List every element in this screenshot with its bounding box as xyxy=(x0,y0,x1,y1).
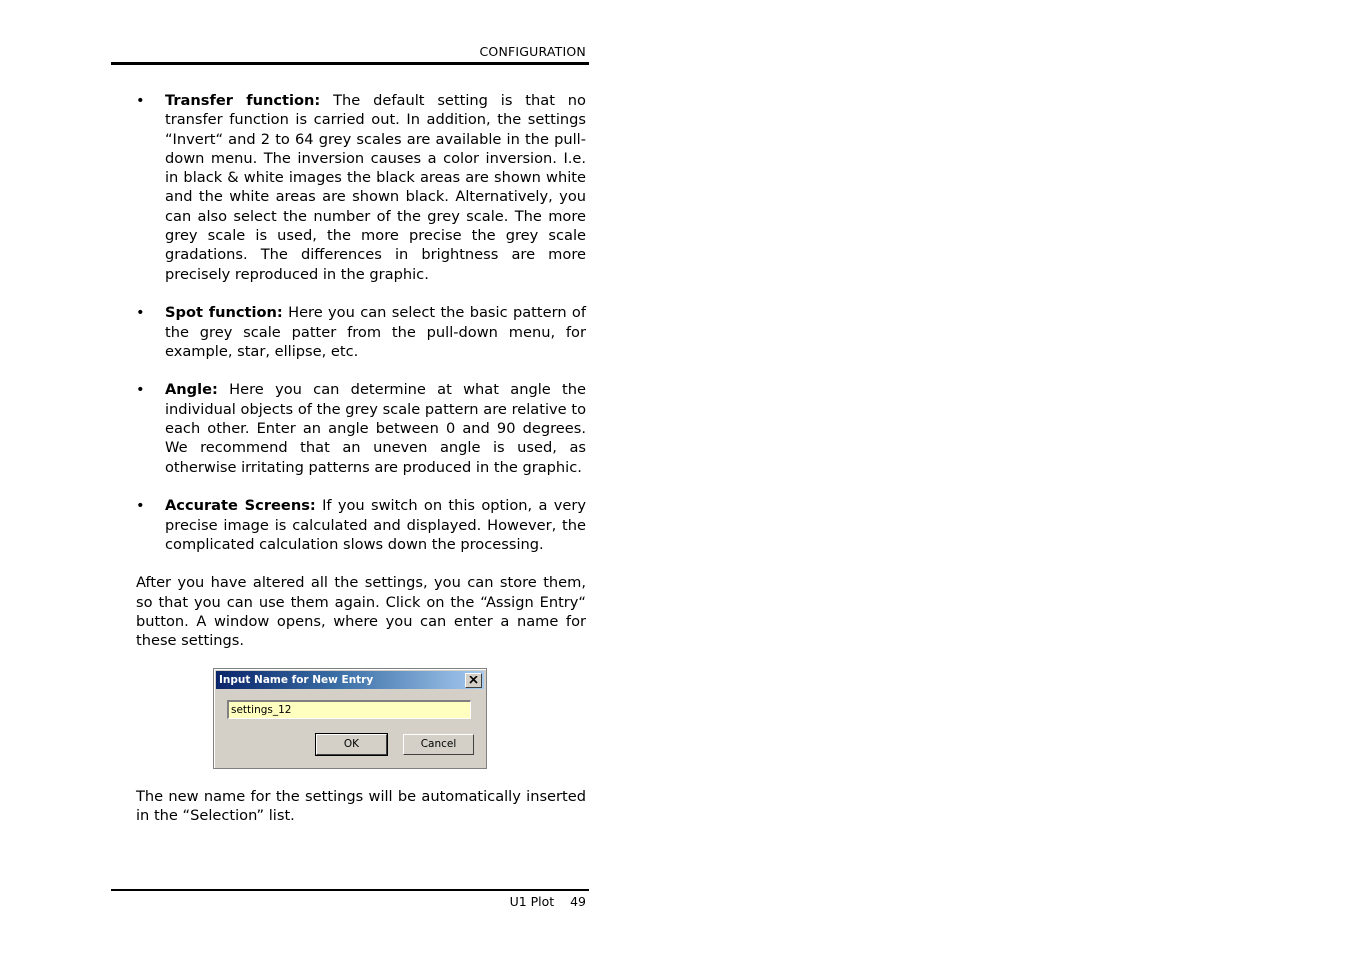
list-item-spot-function xyxy=(136,303,586,361)
close-button[interactable] xyxy=(465,673,482,688)
term-angle: Angle: xyxy=(165,381,218,399)
close-icon xyxy=(469,676,478,684)
intro-paragraph: After you have altered all the settings, you can store them, so that you can use them again. Click on the “Assign Entry“ button. A window opens, where you can enter a name for these settings. xyxy=(136,574,586,650)
list-item-accurate-screens xyxy=(136,496,586,554)
input-name-dialog xyxy=(213,668,487,769)
term-accurate-screens: Accurate Screens: xyxy=(165,497,316,515)
option-list xyxy=(136,91,586,554)
page-footer: U1 Plot 49 xyxy=(509,894,586,909)
term-spot-function: Spot function: xyxy=(165,304,283,322)
header-rule xyxy=(111,62,589,65)
description-spot-function: Here you can select the basic pattern of the grey scale patter from the pull-down menu, for example, star, ellipse, etc. xyxy=(165,304,586,360)
dialog-title: Input Name for New Entry xyxy=(219,673,374,686)
dialog-figure xyxy=(136,668,586,769)
page-body xyxy=(136,91,586,825)
dialog-titlebar xyxy=(216,671,484,689)
outro-paragraph: The new name for the settings will be automatically inserted in the “Selection” list. xyxy=(136,787,586,824)
term-transfer-function: Transfer function: xyxy=(165,92,321,109)
running-header: CONFIGURATION xyxy=(479,44,586,59)
description-transfer-function: The default setting is that no transfer function is carried out. In addition, the settings “Invert“ and 2 to 64 grey scales are available in the pull-down menu. The inversion causes a color inversion. I.e. in black & white images the black areas are shown white and the white areas are shown black. Alternatively, you can also select the number of the grey scale. The more grey scale is used, the more precise the grey scale gradations. The differences in brightness are more precisely reproduced in the graphic. xyxy=(165,92,586,283)
list-item-transfer-function xyxy=(136,91,586,284)
cancel-button[interactable]: Cancel xyxy=(403,734,474,755)
description-angle: Here you can determine at what angle the individual objects of the grey scale pattern are relative to each other. Enter an angle between 0 and 90 degrees. We recommend that an uneven angle is used, as otherwise irritating patterns are produced in the graphic. xyxy=(165,381,586,476)
list-item-angle xyxy=(136,380,586,476)
entry-name-input[interactable] xyxy=(227,700,471,719)
description-accurate-screens: If you switch on this option, a very precise image is calculated and displayed. However, the complicated calculation slows down the processing. xyxy=(165,497,586,553)
footer-rule xyxy=(111,889,589,891)
ok-button[interactable]: OK xyxy=(316,734,387,755)
